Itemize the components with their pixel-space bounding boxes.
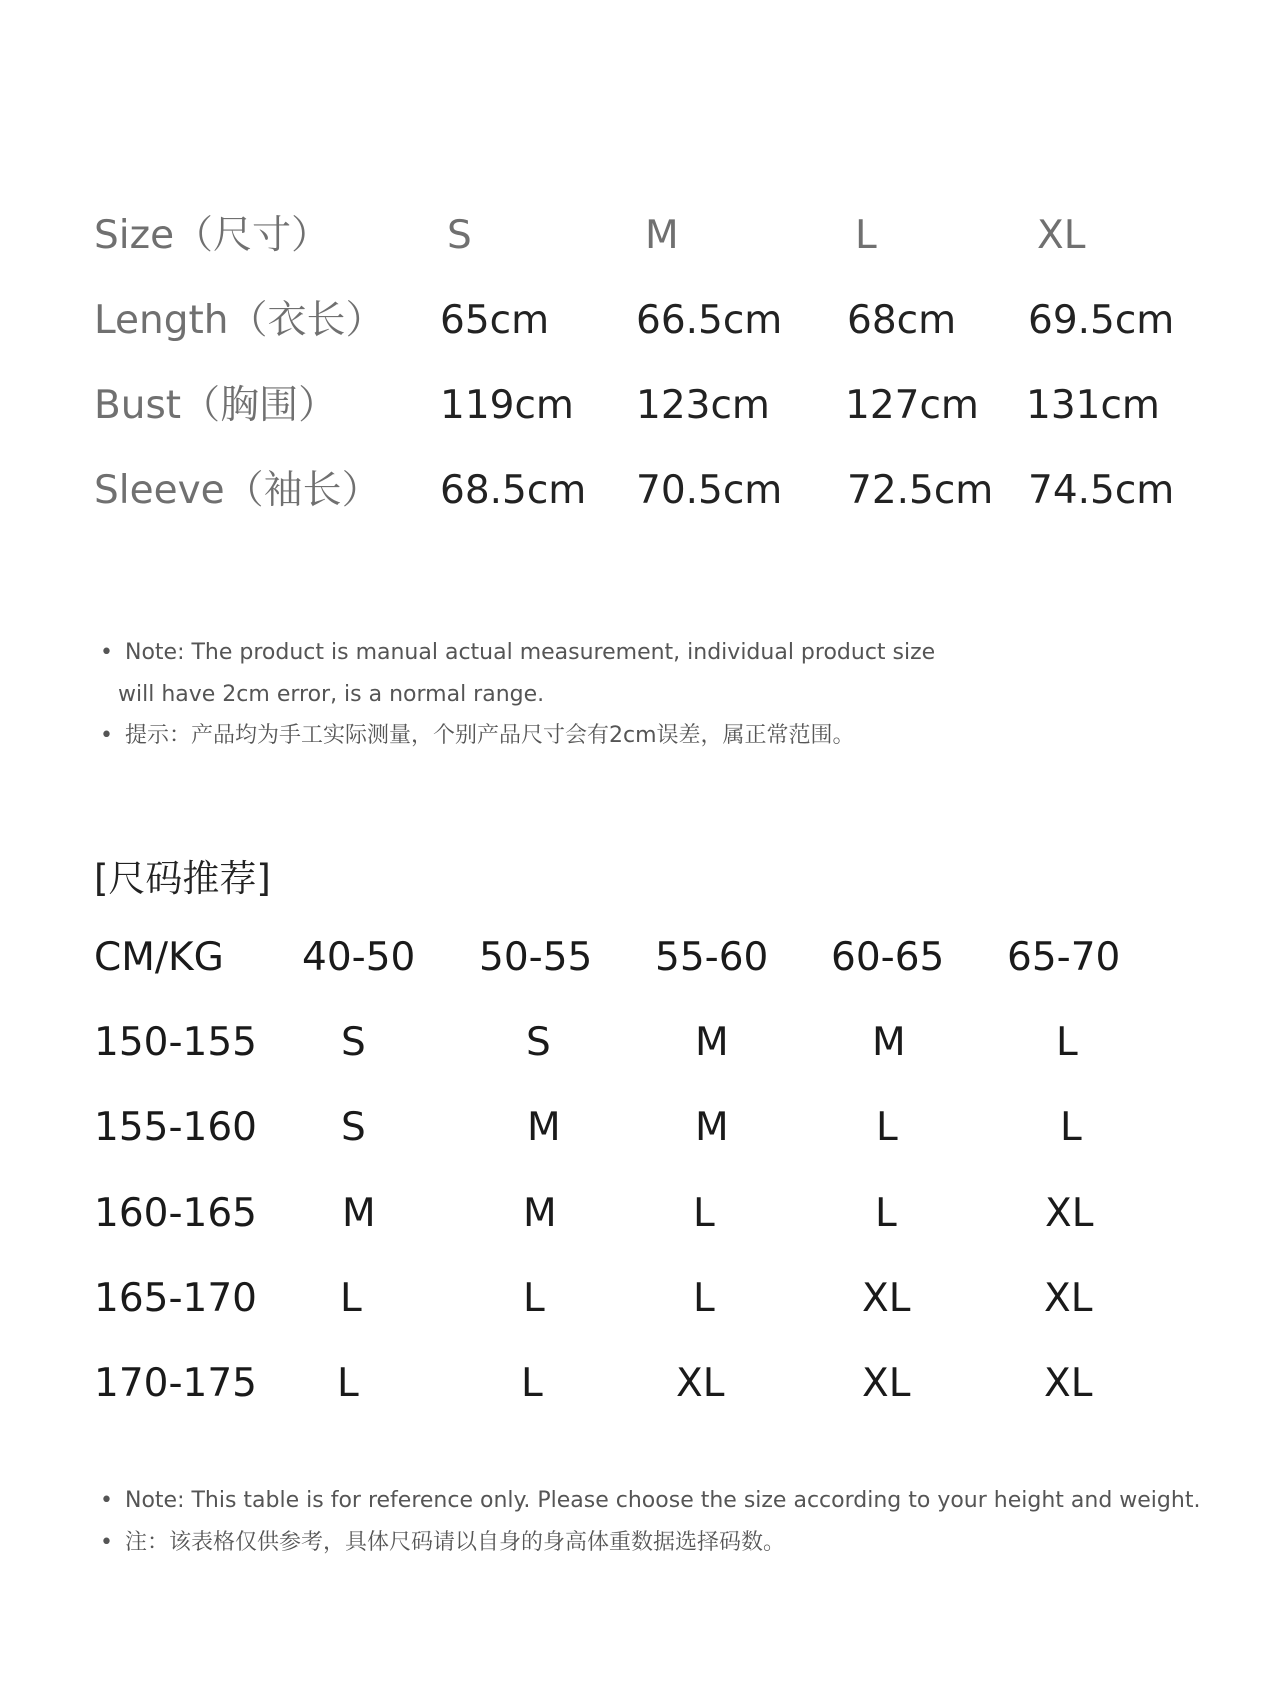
rec-size: L xyxy=(693,1191,715,1236)
length-label: Length（衣长） xyxy=(94,298,385,343)
rec-size: XL xyxy=(1044,1276,1093,1321)
rec-size: M xyxy=(342,1191,376,1236)
bust-xl: 131cm xyxy=(1026,383,1160,428)
sleeve-l: 72.5cm xyxy=(847,468,994,513)
length-s: 65cm xyxy=(440,298,550,343)
rec-size: L xyxy=(337,1361,359,1406)
size-header-label: Size（尺寸） xyxy=(94,213,331,258)
recommendation-title: [尺码推荐] xyxy=(94,857,271,900)
size-header-xl: XL xyxy=(1037,213,1086,258)
rec-size: XL xyxy=(1045,1191,1094,1236)
bust-m: 123cm xyxy=(636,383,770,428)
rec-size: L xyxy=(1060,1105,1082,1150)
rec-size: M xyxy=(523,1191,557,1236)
rec-size: M xyxy=(695,1105,729,1150)
bust-label: Bust（胸围） xyxy=(94,383,338,428)
rec-size: L xyxy=(876,1105,898,1150)
note-bullet: • xyxy=(100,1530,113,1555)
rec-size: L xyxy=(875,1191,897,1236)
measurement-note-en-line2: will have 2cm error, is a normal range. xyxy=(118,682,545,707)
rec-height: 170-175 xyxy=(94,1361,257,1406)
rec-size: S xyxy=(341,1105,366,1150)
note-bullet: • xyxy=(100,1488,113,1513)
note-bullet: • xyxy=(100,723,113,748)
rec-height: 165-170 xyxy=(94,1276,257,1321)
note-bullet: • xyxy=(100,640,113,665)
bust-l: 127cm xyxy=(845,383,979,428)
rec-height: 150-155 xyxy=(94,1020,257,1065)
sleeve-m: 70.5cm xyxy=(636,468,783,513)
rec-size: M xyxy=(872,1020,906,1065)
measurement-note-cn: 提示：产品均为手工实际测量，个别产品尺寸会有2cm误差，属正常范围。 xyxy=(125,723,855,748)
reference-note-cn: 注：该表格仅供参考，具体尺码请以自身的身高体重数据选择码数。 xyxy=(125,1530,786,1555)
measurement-note-en-line1: Note: The product is manual actual measurement, individual product size xyxy=(125,640,936,665)
rec-size: S xyxy=(341,1020,366,1065)
rec-weight-1: 50-55 xyxy=(479,935,593,980)
size-header-l: L xyxy=(855,213,877,258)
rec-size: XL xyxy=(862,1276,911,1321)
length-m: 66.5cm xyxy=(636,298,783,343)
rec-height: 160-165 xyxy=(94,1191,257,1236)
sleeve-label: Sleeve（袖长） xyxy=(94,468,381,513)
size-header-m: M xyxy=(645,213,679,258)
rec-size: L xyxy=(340,1276,362,1321)
size-header-s: S xyxy=(447,213,472,258)
rec-size: XL xyxy=(676,1361,725,1406)
rec-size: XL xyxy=(862,1361,911,1406)
rec-size: L xyxy=(523,1276,545,1321)
rec-weight-3: 60-65 xyxy=(831,935,945,980)
sleeve-s: 68.5cm xyxy=(440,468,587,513)
length-l: 68cm xyxy=(847,298,957,343)
rec-size: M xyxy=(527,1105,561,1150)
rec-size: L xyxy=(521,1361,543,1406)
rec-size: S xyxy=(526,1020,551,1065)
rec-size: M xyxy=(695,1020,729,1065)
bust-s: 119cm xyxy=(440,383,574,428)
reference-note-en: Note: This table is for reference only. Please choose the size according to your height and weight. xyxy=(125,1488,1201,1513)
rec-weight-4: 65-70 xyxy=(1007,935,1121,980)
rec-weight-0: 40-50 xyxy=(302,935,416,980)
rec-weight-2: 55-60 xyxy=(655,935,769,980)
rec-size: L xyxy=(693,1276,715,1321)
sleeve-xl: 74.5cm xyxy=(1028,468,1175,513)
rec-size: XL xyxy=(1044,1361,1093,1406)
rec-size: L xyxy=(1056,1020,1078,1065)
length-xl: 69.5cm xyxy=(1028,298,1175,343)
rec-corner: CM/KG xyxy=(94,935,224,980)
rec-height: 155-160 xyxy=(94,1105,257,1150)
